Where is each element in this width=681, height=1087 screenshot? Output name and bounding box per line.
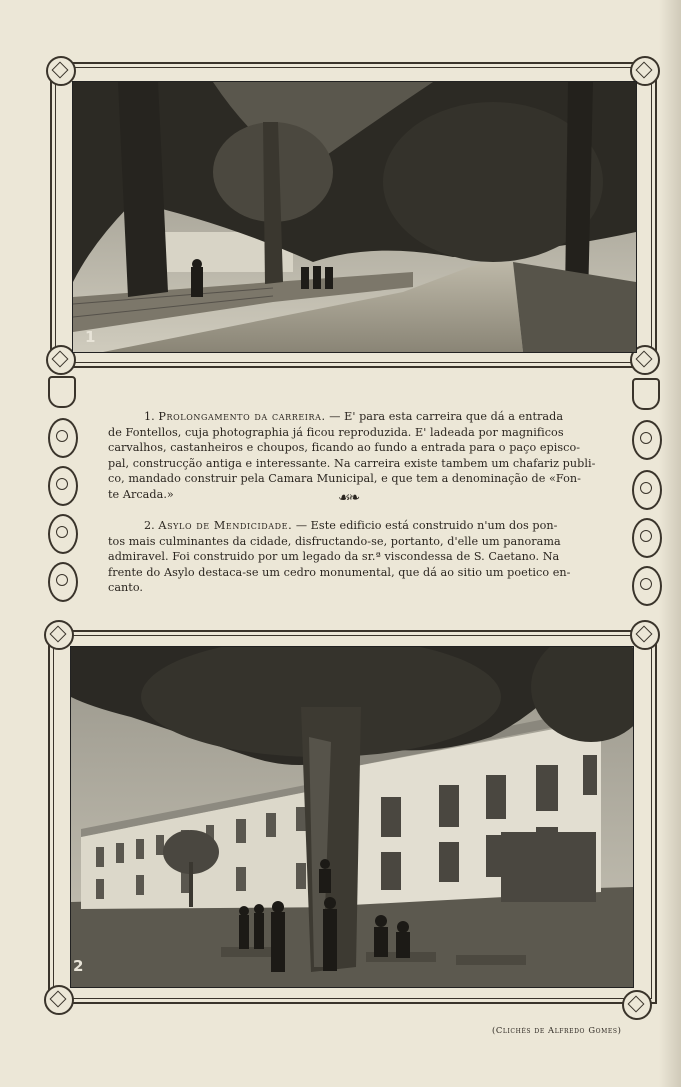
caption-1 (108, 409, 604, 503)
fleuron-ornament: ☙❧ (338, 490, 359, 506)
caption-line: co, mandado construir pela Camara Municipal, e que tem a denominação de «Fon- (108, 472, 581, 486)
binding-shadow (659, 0, 681, 1087)
shield-ornament (48, 376, 76, 408)
caption-line: canto. (108, 581, 144, 595)
caption-line: te Arcada.» (108, 487, 174, 501)
photo-avenue (72, 81, 637, 353)
caption-number: 2. (144, 519, 155, 532)
medallion-ornament (48, 514, 78, 554)
caption-2 (108, 518, 604, 596)
caption-number: 1. (144, 410, 155, 423)
frame-corner-ornament (622, 990, 652, 1020)
caption-text: — Este edificio está construido n'um dos pon- (295, 519, 558, 532)
caption-line: carvalhos, castanheiros e choupos, ficando ao fundo a entrada para o paço episco- (108, 441, 581, 455)
photo-asylum (70, 646, 634, 988)
medallion-ornament (632, 518, 662, 558)
asylum-illustration (71, 647, 633, 987)
caption-line: tos mais culminantes da cidade, disfructando-se, portanto, d'elle um panorama (108, 534, 561, 548)
photo-credit: (Clichés de Alfredo Gomes) (492, 1025, 622, 1035)
shield-ornament (632, 378, 660, 410)
caption-line (108, 409, 604, 425)
caption-line: pal, construcção antiga e interessante. Na carreira existe tambem um chafariz publi- (108, 456, 596, 470)
caption-line: frente do Asylo destaca-se um cedro monumental, que dá ao sitio um poetico en- (108, 565, 571, 579)
caption-title: Asylo de Mendicidade. (158, 519, 293, 532)
medallion-ornament (48, 418, 78, 458)
photo-number-1: 1 (85, 328, 96, 346)
caption-line: admiravel. Foi construido por um legado da sr.ª viscondessa de S. Caetano. Na (108, 550, 560, 564)
medallion-ornament (48, 466, 78, 506)
medallion-ornament (632, 420, 662, 460)
caption-text: — E' para esta carreira que dá a entrada (329, 410, 564, 423)
medallion-ornament (632, 470, 662, 510)
photo-number-2: 2 (73, 957, 84, 975)
frame-corner-ornament (44, 985, 74, 1015)
medallion-ornament (48, 562, 78, 602)
medallion-ornament (632, 566, 662, 606)
caption-title: Prolongamento da carreira. (158, 410, 326, 423)
avenue-illustration (73, 82, 636, 352)
caption-line (108, 518, 604, 534)
frame-corner-ornament (630, 620, 660, 650)
caption-line: de Fontellos, cuja photographia já ficou reproduzida. E' ladeada por magnificos (108, 425, 564, 439)
